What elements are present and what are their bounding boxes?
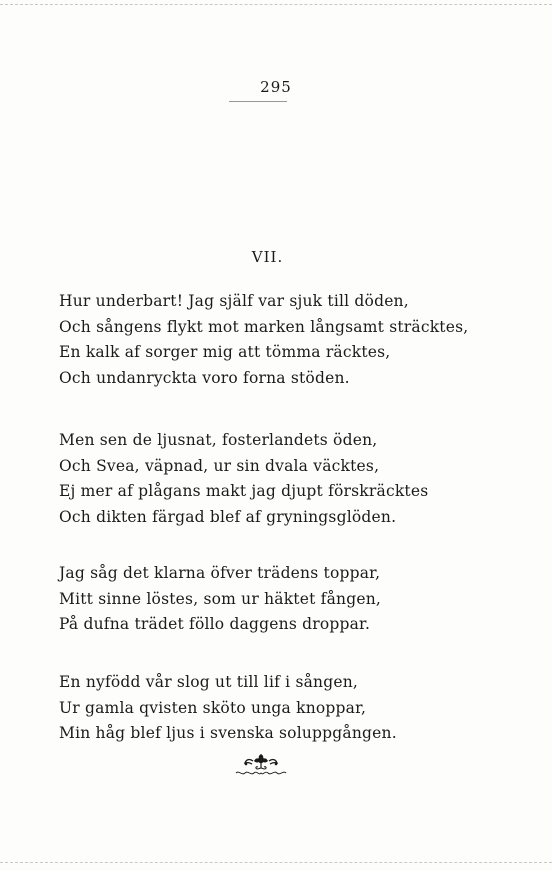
section-heading: VII. <box>251 248 284 266</box>
stanza-1 <box>59 289 519 391</box>
stanza-2 <box>59 428 519 530</box>
poem-line: Min håg blef ljus i svenska soluppgången. <box>59 724 397 742</box>
page-edge-top <box>0 4 552 5</box>
poem-line: Och sångens flykt mot marken långsamt sträcktes, <box>59 317 469 336</box>
poem-line: Mitt sinne löstes, som ur häktet fången, <box>59 589 382 608</box>
poem-line: Och dikten färgad blef af gryningsglöden. <box>59 507 397 526</box>
page-number: 295 <box>260 78 292 96</box>
poem-line: Men sen de ljusnat, fosterlandets öden, <box>59 431 378 449</box>
page-number-underline <box>229 101 287 102</box>
stanza-3 <box>59 561 519 638</box>
floral-ornament-icon <box>234 752 288 778</box>
poem-line: Jag såg det klarna öfver trädens toppar, <box>59 564 381 582</box>
stanza-4 <box>59 670 519 747</box>
poem-line: Och undanryckta voro forna stöden. <box>59 368 350 387</box>
poem-line: Ur gamla qvisten sköto unga knoppar, <box>59 698 367 717</box>
poem-line: En nyfödd vår slog ut till lif i sången, <box>59 673 359 691</box>
poem-line: Hur underbart! Jag själf var sjuk till döden, <box>59 292 409 310</box>
page-edge-bottom <box>0 862 552 863</box>
poem-line: En kalk af sorger mig att tömma räcktes, <box>59 343 391 361</box>
poem-line: Ej mer af plågans makt jag djupt förskräcktes <box>59 482 429 500</box>
poem-line: Och Svea, väpnad, ur sin dvala väcktes, <box>59 456 380 475</box>
poem-line: På dufna trädet föllo daggens droppar. <box>59 615 371 633</box>
